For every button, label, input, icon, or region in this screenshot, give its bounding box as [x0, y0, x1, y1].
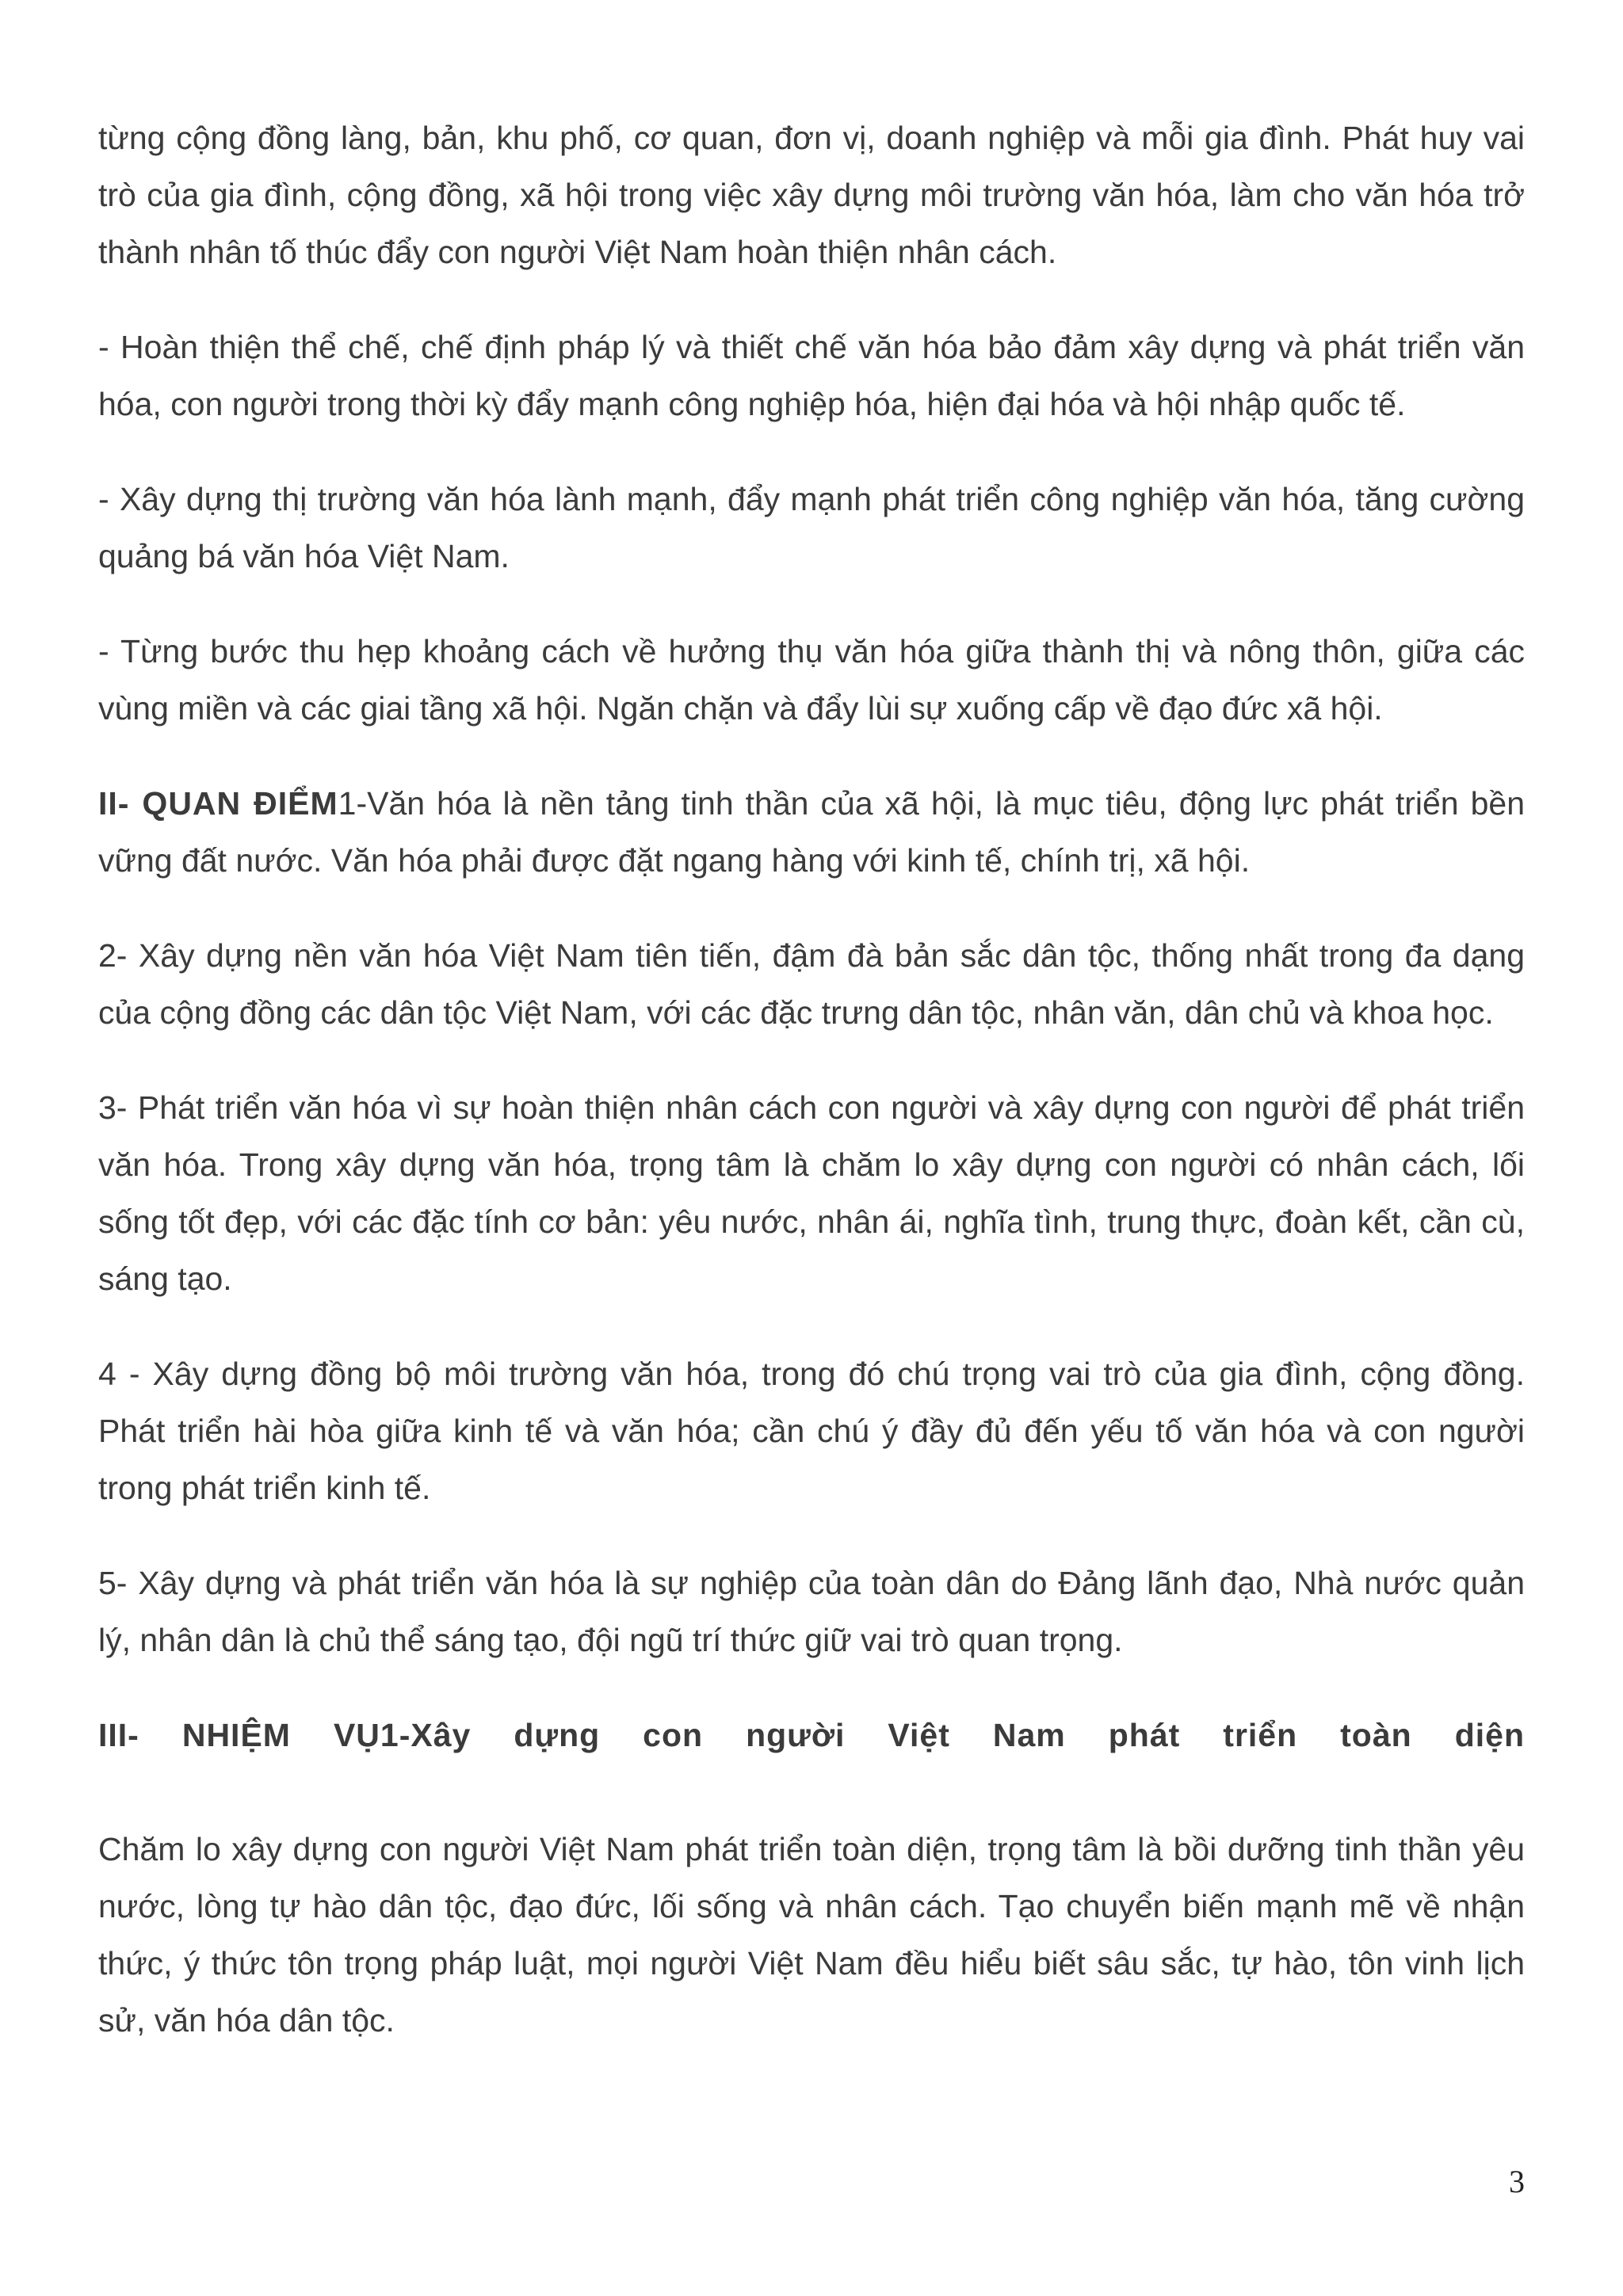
paragraph: 4 - Xây dựng đồng bộ môi trường văn hóa, trong đó chú trọng vai trò của gia đình, cộng đồng. Phát triển hài hòa giữa kinh tế và văn hóa; cần chú ý đầy đủ đến yếu tố văn hóa và con người trong phát triển kinh tế. — [98, 1356, 1525, 1506]
paragraph: - Hoàn thiện thể chế, chế định pháp lý và thiết chế văn hóa bảo đảm xây dựng và phát triển văn hóa, con người trong thời kỳ đẩy mạnh công nghiệp hóa, hiện đại hóa và hội nhập quốc tế. — [98, 329, 1525, 422]
paragraph: - Xây dựng thị trường văn hóa lành mạnh, đẩy mạnh phát triển công nghiệp văn hóa, tăng cường quảng bá văn hóa Việt Nam. — [98, 481, 1525, 574]
section-2-text: 1-Văn hóa là nền tảng tinh thần của xã hội, là mục tiêu, động lực phát triển bền vững đất nước. Văn hóa phải được đặt ngang hàng với kinh tế, chính trị, xã hội. — [98, 785, 1525, 879]
section-3-heading: III- NHIỆM VỤ1-Xây dựng con người Việt Nam phát triển toàn diện — [98, 1717, 1525, 1753]
section-2-paragraph — [98, 775, 1525, 889]
paragraph: - Từng bước thu hẹp khoảng cách về hưởng thụ văn hóa giữa thành thị và nông thôn, giữa các vùng miền và các giai tầng xã hội. Ngăn chặn và đẩy lùi sự xuống cấp về đạo đức xã hội. — [98, 633, 1525, 727]
document-body — [98, 109, 1525, 2049]
section-2-heading: II- QUAN ĐIỂM — [98, 785, 338, 822]
page-number: 3 — [1509, 2164, 1525, 2199]
paragraph: 3- Phát triển văn hóa vì sự hoàn thiện nhân cách con người và xây dựng con người để phát triển văn hóa. Trong xây dựng văn hóa, trọng tâm là chăm lo xây dựng con người có nhân cách, lối sống tốt đẹp, với các đặc tính cơ bản: yêu nước, nhân ái, nghĩa tình, trung thực, đoàn kết, cần cù, sáng tạo. — [98, 1089, 1525, 1297]
paragraph: Chăm lo xây dựng con người Việt Nam phát triển toàn diện, trọng tâm là bồi dưỡng tinh thần yêu nước, lòng tự hào dân tộc, đạo đức, lối sống và nhân cách. Tạo chuyển biến mạnh mẽ về nhận thức, ý thức tôn trọng pháp luật, mọi người Việt Nam đều hiểu biết sâu sắc, tự hào, tôn vinh lịch sử, văn hóa dân tộc. — [98, 1831, 1525, 2039]
paragraph: 5- Xây dựng và phát triển văn hóa là sự nghiệp của toàn dân do Đảng lãnh đạo, Nhà nước quản lý, nhân dân là chủ thể sáng tạo, đội ngũ trí thức giữ vai trò quan trọng. — [98, 1565, 1525, 1658]
paragraph: từng cộng đồng làng, bản, khu phố, cơ quan, đơn vị, doanh nghiệp và mỗi gia đình. Phát huy vai trò của gia đình, cộng đồng, xã hội trong việc xây dựng môi trường văn hóa, làm cho văn hóa trở thành nhân tố thúc đẩy con người Việt Nam hoàn thiện nhân cách. — [98, 120, 1525, 270]
paragraph: 2- Xây dựng nền văn hóa Việt Nam tiên tiến, đậm đà bản sắc dân tộc, thống nhất trong đa dạng của cộng đồng các dân tộc Việt Nam, với các đặc trưng dân tộc, nhân văn, dân chủ và khoa học. — [98, 937, 1525, 1031]
